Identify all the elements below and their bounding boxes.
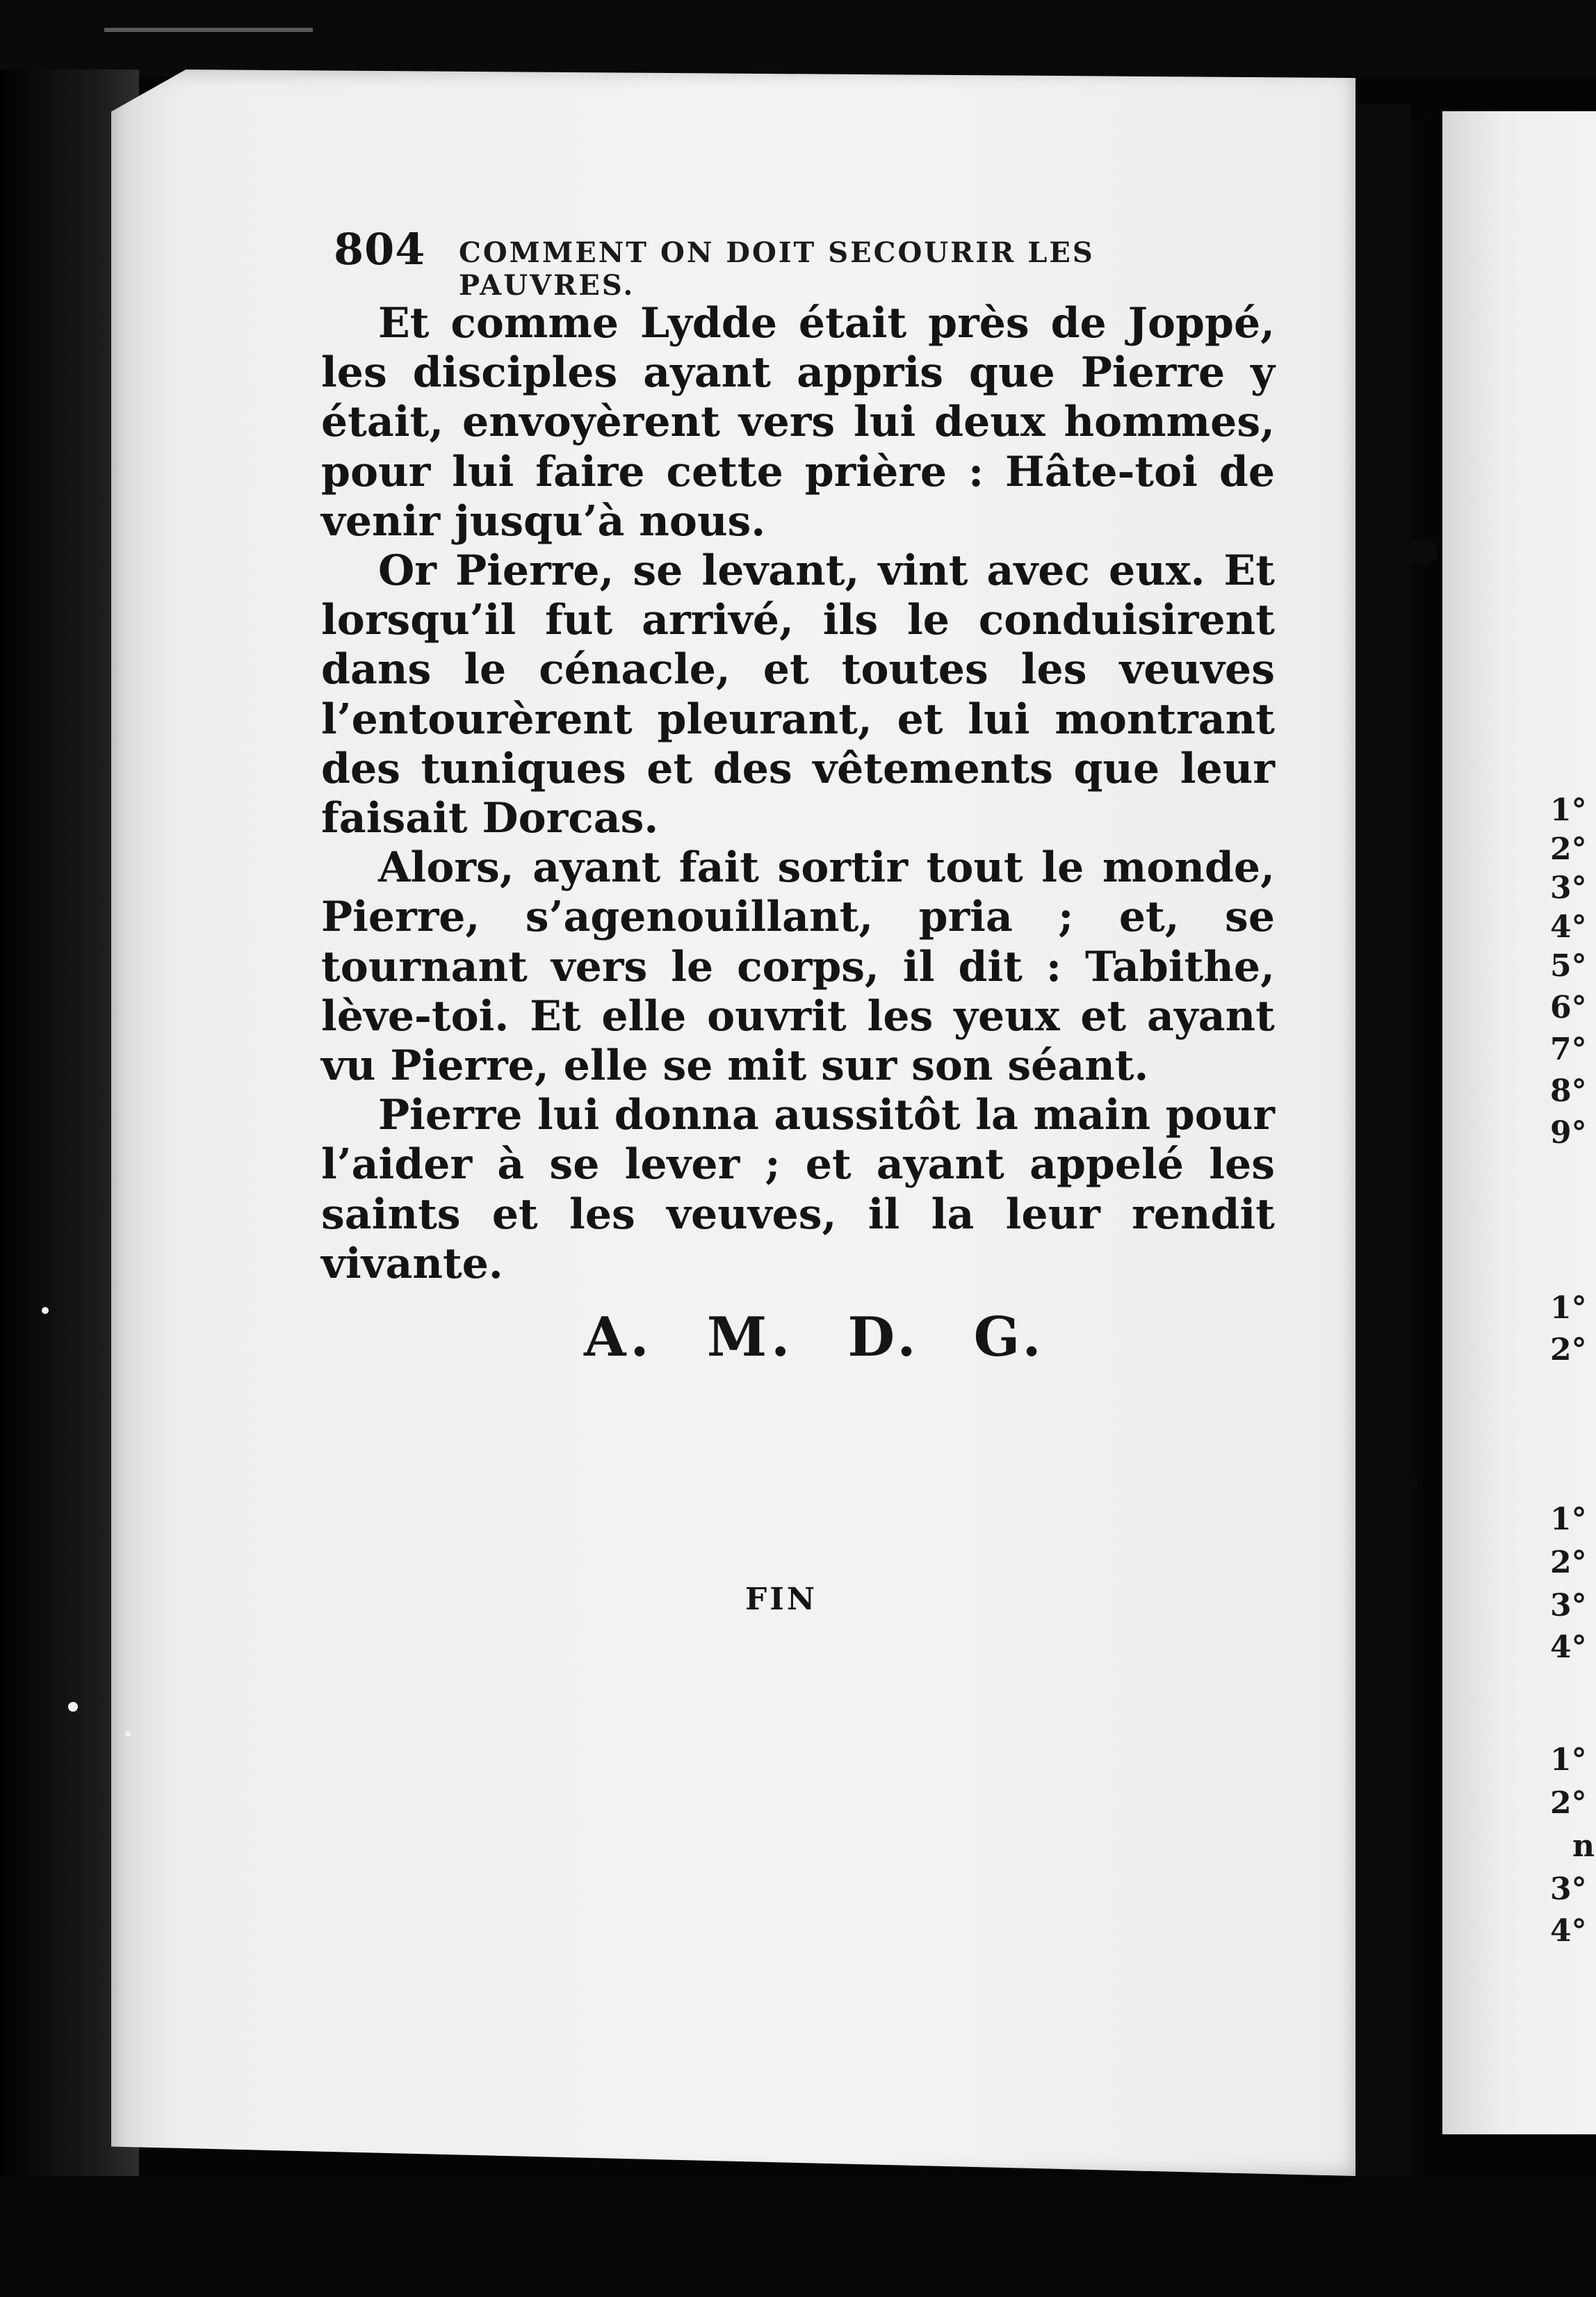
binding-knot-top (1401, 539, 1438, 567)
paragraph: Or Pierre, se levant, vint avec eux. Et lorsqu’il fut arrivé, ils le conduisirent dans le cénacle, et toutes les veuves l’entourèrent pleurant, et lui montrant des tuniques et des vêtements que leur faisait Dorcas. (321, 546, 1275, 843)
facing-list-number: 2° (1550, 1332, 1587, 1367)
body-text (321, 299, 1275, 1289)
scan-bottom-border (0, 2176, 1596, 2297)
facing-list-number: 6° (1550, 990, 1587, 1025)
paragraph: Pierre lui donna aussitôt la main pour l’aider à se lever ; et ayant appelé les saints et les veuves, il la leur rendit vivante. (321, 1091, 1275, 1288)
binding-thread (1411, 118, 1426, 2204)
facing-list-number: 2° (1550, 1545, 1587, 1580)
facing-list-number: 7° (1550, 1032, 1587, 1067)
facing-list-number: 4° (1550, 909, 1587, 945)
paragraph: Alors, ayant fait sortir tout le monde, Pierre, s’agenouillant, pria ; et, se tournant vers le corps, il dit : Tabithe, lève-toi. Et elle ouvrit les yeux et ayant vu Pierre, elle se mit sur son séant. (321, 843, 1275, 1091)
facing-list-number: 3° (1550, 1588, 1587, 1623)
facing-list-number: 8° (1550, 1073, 1587, 1109)
facing-list-number: 2° (1550, 831, 1587, 867)
running-head (334, 224, 1279, 302)
facing-list-number: n (1572, 1828, 1595, 1864)
facing-list-number: 1° (1550, 1502, 1587, 1537)
facing-list-number: 5° (1550, 948, 1587, 984)
facing-list-number: 3° (1550, 1872, 1587, 1907)
dust-speck (68, 1702, 78, 1712)
book-gutter (1355, 104, 1411, 2297)
archive-stamp-mark (104, 28, 313, 74)
facing-list-number: 1° (1550, 793, 1587, 828)
facing-list-number: 3° (1550, 870, 1587, 906)
dust-speck (42, 1307, 49, 1314)
facing-list-number: 9° (1550, 1115, 1587, 1151)
facing-list-number: 4° (1550, 1913, 1587, 1949)
facing-list-number: 1° (1550, 1742, 1587, 1778)
facing-list-number: 1° (1550, 1290, 1587, 1326)
dust-speck (125, 1731, 131, 1737)
paragraph: Et comme Lydde était près de Joppé, les disciples ayant appris que Pierre y était, envoyèrent vers lui deux hommes, pour lui faire cette prière : Hâte-toi de venir jusqu’à nous. (321, 299, 1275, 546)
facing-list-number: 4° (1550, 1630, 1587, 1665)
facing-list-number: 2° (1550, 1785, 1587, 1821)
amdg-dedication: A. M. D. G. (584, 1306, 1045, 1369)
running-head-title: COMMENT ON DOIT SECOURIR LES PAUVRES. (459, 236, 1095, 302)
page-number: 804 (334, 224, 426, 275)
fin-label: FIN (745, 1582, 818, 1617)
binding-knot-bottom (1380, 1468, 1417, 1496)
